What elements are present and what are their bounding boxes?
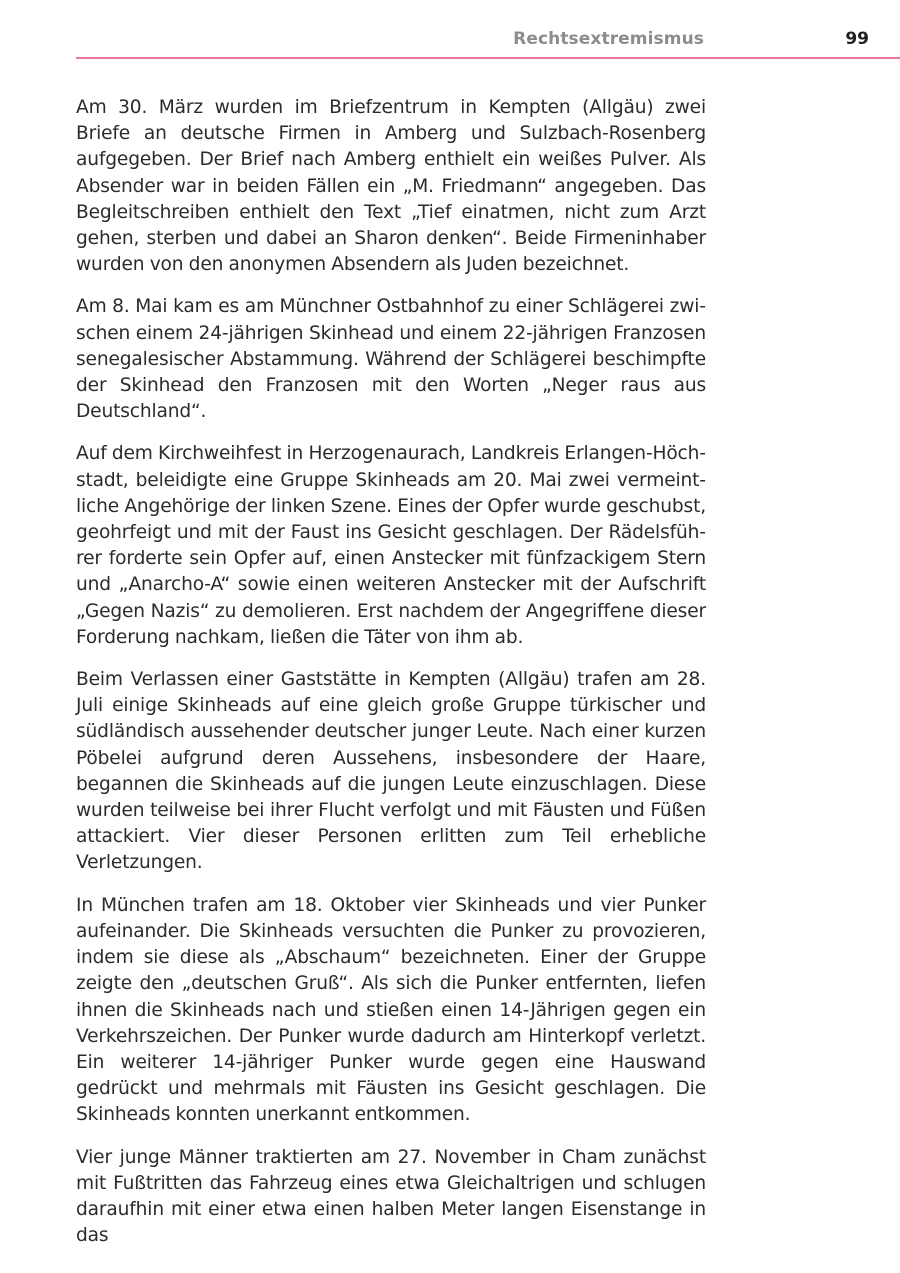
paragraph-herzogenaurach: Auf dem Kirchweihfest in Herzogenaurach, Landkreis Erlangen-Höchstadt, beleidigte eine Gruppe Skinheads am 20. Mai zwei vermeintliche Angehörige der linken Szene. Eines der Opfer wurde geschubst, geohrfeigt und mit der Faust ins Gesicht geschlagen. Der Rädelsführer forderte sein Opfer auf, einen Anstecker mit fünfzackigem Stern und „Anarcho-A“ sowie einen weiteren Anstecker mit der Aufschrift „Gegen Nazis“ zu demolieren. Erst nachdem der Angegriffene dieser Forderung nachkam, ließen die Täter von ihm ab. (76, 443, 706, 648)
page-number: 99 (845, 29, 869, 49)
running-header-title: Rechtsextremismus (513, 29, 704, 49)
paragraph-kempten-gaststaette: Beim Verlassen einer Gaststätte in Kempten (Allgäu) trafen am 28. Juli einige Skinheads auf eine gleich große Gruppe türkischer und südländisch aussehender deutscher junger Leute. Nach einer kurzen Pöbelei aufgrund deren Aussehens, insbesondere der Haare, begannen die Skinheads auf die jungen Leute einzuschlagen. Diese wurden teilweise bei ihrer Flucht verfolgt und mit Fäusten und Füßen attackiert. Vier dieser Personen erlitten zum Teil erhebliche Verletzungen. (76, 669, 706, 874)
body-text (76, 95, 706, 1265)
paragraph-cham: Vier junge Männer traktierten am 27. November in Cham zunächst mit Fußtritten das Fahrzeug eines etwa Gleichaltrigen und schlugen daraufhin mit einer etwa einen halben Meter langen Eisenstange in das (76, 1146, 706, 1247)
paragraph-ostbahnhof: Am 8. Mai kam es am Münchner Ostbahnhof zu einer Schlägerei zwischen einem 24-jährigen Skinhead und einem 22-jährigen Franzosen senegalesischer Abstammung. Während der Schlägerei beschimpfte der Skinhead den Franzosen mit den Worten „Neger raus aus Deutschland“. (76, 296, 706, 423)
page-header (76, 0, 900, 59)
paragraph-briefe-kempten: Am 30. März wurden im Briefzentrum in Kempten (Allgäu) zwei Briefe an deutsche Firmen in Amberg und Sulzbach-Rosenberg aufgegeben. Der Brief nach Amberg enthielt ein weißes Pulver. Als Absender war in beiden Fällen ein „M. Friedmann“ angegeben. Das Begleitschreiben enthielt den Text „Tief einatmen, nicht zum Arzt gehen, sterben und dabei an Sharon denken“. Beide Firmeninhaber wurden von den anonymen Absendern als Juden bezeichnet. (76, 97, 706, 276)
paragraph-muenchen-punker: In München trafen am 18. Oktober vier Skinheads und vier Punker aufeinander. Die Skinheads versuchten die Punker zu provozieren, indem sie diese als „Abschaum“ bezeichneten. Einer der Gruppe zeigte den „deutschen Gruß“. Als sich die Punker entfernten, liefen ihnen die Skinheads nach und stießen einen 14-Jährigen gegen ein Verkehrszeichen. Der Punker wurde dadurch am Hinterkopf verletzt. Ein weiterer 14-jähriger Punker wurde gegen eine Hauswand gedrückt und mehrmals mit Fäusten ins Gesicht geschlagen. Die Skinheads konnten unerkannt entkommen. (76, 894, 706, 1126)
